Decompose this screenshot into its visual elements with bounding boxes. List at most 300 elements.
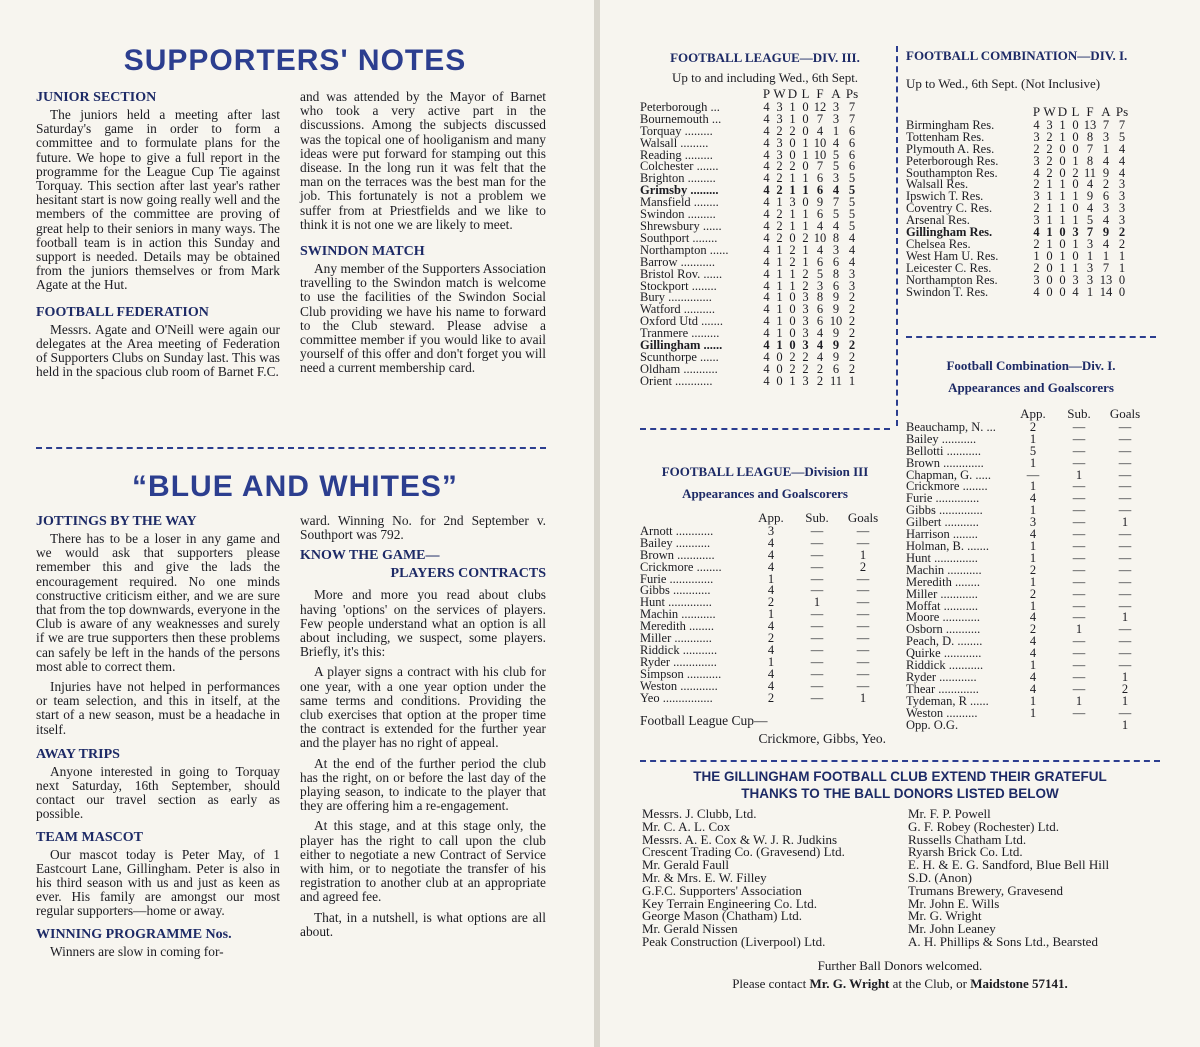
swindon-text: Any member of the Supporters Association travelling to the Swindon match is welcome to use the facilities of the Swindon Social Club providing we have his name to forward to the Club steward. Please advise a committee member if you would like to avail yourself of this offer and don't forget you will need a current membership card. <box>300 261 546 376</box>
league-cell: 6 <box>816 314 824 329</box>
league-cell: 0 <box>776 361 783 376</box>
comb-apps-cell: — <box>1072 646 1086 661</box>
league-cell: 2 <box>776 207 783 222</box>
comb-apps-player-name: Gilbert ........... <box>906 515 979 530</box>
comb-apps-player-name: Holman, B. ....... <box>906 538 989 553</box>
comb-row <box>906 287 1130 299</box>
comb-apps-cell: 1 <box>1075 622 1083 637</box>
comb-apps-player-name: Furie .............. <box>906 491 980 506</box>
league-cell: 1 <box>776 302 783 317</box>
combination-table-block <box>906 48 1158 299</box>
comb-apps-cell: — <box>1118 598 1132 613</box>
comb-apps-cell: — <box>1072 443 1086 458</box>
league-cell: 4 <box>763 99 770 114</box>
league-apps-cell: — <box>810 690 824 705</box>
away-text: Anyone interested in going to Torquay next Saturday, 16th September, should contact our travel section as early as possible. <box>36 763 280 822</box>
league-cell: 3 <box>776 147 783 162</box>
donor-name: S.D. (Anon) <box>908 869 972 885</box>
donors-divider <box>640 760 1160 762</box>
cup-scorers: Crickmore, Gibbs, Yeo. <box>758 730 886 746</box>
comb-apps-cell: — <box>1072 527 1086 542</box>
donor-name: Mr. John E. Wills <box>908 895 1000 911</box>
league-team-name: Gillingham ...... <box>640 338 723 353</box>
league-apps-player-name: Yeo ................ <box>640 690 713 705</box>
league-table-title: FOOTBALL LEAGUE—DIV. III. <box>670 50 860 65</box>
notes-column-1 <box>36 90 280 385</box>
section-divider <box>36 447 546 449</box>
comb-apps-cell: — <box>1072 479 1086 494</box>
league-cell: 1 <box>789 373 796 388</box>
league-cell: 1 <box>802 218 809 233</box>
league-cell: 4 <box>763 278 770 293</box>
cup-label: Football League Cup— <box>640 712 768 728</box>
league-cell: 4 <box>763 338 770 353</box>
comb-cell: 1 <box>1072 189 1079 204</box>
comb-apps-block <box>906 358 1156 731</box>
comb-cell: 0 <box>1118 272 1126 287</box>
comb-cell: 4 <box>1033 165 1040 180</box>
comb-header-ps: Ps <box>1115 104 1129 119</box>
league-cell: 4 <box>763 361 770 376</box>
comb-apps-cell: 1 <box>1029 693 1037 708</box>
league-cell: 1 <box>802 254 809 269</box>
league-cell: 3 <box>832 242 840 257</box>
junior-heading: JUNIOR SECTION <box>36 90 157 105</box>
league-cell: 2 <box>776 230 783 245</box>
league-cell: 2 <box>802 349 809 364</box>
league-cell: 0 <box>802 111 809 126</box>
comb-cell: 2 <box>1033 236 1040 251</box>
league-cell: 4 <box>848 230 856 245</box>
league-apps-player-name: Riddick ........... <box>640 642 718 657</box>
comb-cell: 2 <box>1046 129 1053 144</box>
league-cell: 3 <box>816 278 824 293</box>
comb-header-f: F <box>1086 104 1094 119</box>
comb-cell: 1 <box>1086 248 1094 263</box>
comb-cell: 0 <box>1046 260 1053 275</box>
league-row <box>640 376 860 388</box>
comb-team-name: Gillingham Res. <box>906 225 993 240</box>
comb-cell: 4 <box>1118 165 1126 180</box>
comb-apps-player-name: Machin ........... <box>906 562 982 577</box>
league-team-name: Walsall ......... <box>640 135 709 150</box>
federation-text: Messrs. Agate and O'Neill were again our delegates at the Area meeting of Federation of Supporters Clubs on Sunday last. This was held in the spacious club room of Barnet F.C. <box>36 321 280 380</box>
league-cell: 12 <box>813 99 827 114</box>
comb-apps-cell: 1 <box>1121 693 1129 708</box>
league-apps-cell: — <box>810 666 824 681</box>
league-header-a: A <box>831 86 841 101</box>
league-cell: 4 <box>763 123 770 138</box>
comb-apps-player-name: Tydeman, R ...... <box>906 693 989 708</box>
comb-apps-player-name: Beauchamp, N. ... <box>906 419 996 434</box>
league-team-name: Orient ............ <box>640 373 713 388</box>
league-team-name: Northampton ...... <box>640 242 729 257</box>
donor-name: Peak Construction (Liverpool) Ltd. <box>642 933 826 949</box>
league-cell: 9 <box>832 338 840 353</box>
comb-header-d: D <box>1057 104 1068 119</box>
league-cell: 10 <box>813 230 827 245</box>
league-team-name: Stockport ........ <box>640 278 717 293</box>
league-cell: 5 <box>848 207 856 222</box>
comb-apps-player-name: Miller ............ <box>906 586 978 601</box>
donor-name: Trumans Brewery, Gravesend <box>908 882 1064 898</box>
comb-apps-title: Football Combination—Div. I. <box>946 358 1116 373</box>
combination-divider <box>906 336 1156 338</box>
league-cell: 4 <box>816 338 824 353</box>
comb-apps-cell: — <box>1118 574 1132 589</box>
league-cell: 2 <box>816 361 824 376</box>
comb-cell: 3 <box>1033 129 1040 144</box>
comb-apps-row <box>906 720 1148 732</box>
league-cell: 7 <box>848 111 856 126</box>
comb-apps-header-app: App. <box>1020 406 1046 421</box>
league-cell: 5 <box>832 207 840 222</box>
comb-apps-cell: 4 <box>1029 527 1037 542</box>
donors-footer-1: Further Ball Donors welcomed. <box>817 958 983 973</box>
donor-name: Russells Chatham Ltd. <box>908 831 1027 847</box>
comb-cell: 2 <box>1033 260 1040 275</box>
comb-apps-player-name: Bailey ........... <box>906 431 977 446</box>
comb-cell: 1 <box>1059 201 1066 216</box>
comb-apps-cell: 3 <box>1029 515 1037 530</box>
comb-cell: 0 <box>1059 165 1066 180</box>
league-cell: 1 <box>789 99 796 114</box>
league-apps-cell: — <box>856 642 870 657</box>
league-cell: 6 <box>816 183 824 198</box>
league-apps-player-name: Gibbs ............ <box>640 583 711 598</box>
comb-apps-cell: 4 <box>1029 634 1037 649</box>
league-cell: 9 <box>832 326 840 341</box>
league-divider <box>640 428 890 430</box>
comb-apps-cell: 1 <box>1121 610 1129 625</box>
league-apps-cell: 1 <box>767 654 775 669</box>
league-apps-block <box>640 464 890 747</box>
comb-apps-header-goals: Goals <box>1109 406 1141 421</box>
donor-name: G.F.C. Supporters' Association <box>642 882 802 898</box>
league-apps-cell: 4 <box>767 642 775 657</box>
comb-apps-player-name: Meredith ........ <box>906 574 980 589</box>
comb-cell: 0 <box>1059 284 1066 299</box>
comb-cell: 4 <box>1033 225 1040 240</box>
league-apps-cell: 4 <box>767 619 775 634</box>
league-apps-cell: — <box>856 523 870 538</box>
comb-apps-cell: 2 <box>1029 419 1037 434</box>
comb-apps-player-name: Opp. O.G. <box>906 717 959 732</box>
league-cell: 0 <box>789 135 796 150</box>
donor-name: Ryarsh Brick Co. Ltd. <box>908 844 1023 860</box>
comb-apps-cell: 1 <box>1029 538 1037 553</box>
comb-cell: 2 <box>1033 141 1040 156</box>
comb-apps-cell: — <box>1072 550 1086 565</box>
league-cell: 0 <box>802 123 809 138</box>
comb-apps-player-name: Osborn ........... <box>906 622 981 637</box>
league-apps-player-name: Furie .............. <box>640 571 714 586</box>
comb-apps-cell: — <box>1118 586 1132 601</box>
combination-table-subtitle: Up to Wed., 6th Sept. (Not Inclusive) <box>906 76 1101 91</box>
league-cell: 2 <box>848 326 856 341</box>
comb-apps-cell: — <box>1118 705 1132 720</box>
league-cell: 0 <box>802 99 809 114</box>
league-cell: 1 <box>789 207 796 222</box>
comb-apps-cell: 4 <box>1029 610 1037 625</box>
league-apps-title: FOOTBALL LEAGUE—Division III <box>661 464 869 479</box>
league-cell: 3 <box>802 326 809 341</box>
comb-cell: 4 <box>1033 117 1040 132</box>
comb-cell: 4 <box>1033 284 1040 299</box>
league-cell: 3 <box>776 111 783 126</box>
comb-apps-subtitle: Appearances and Goalscorers <box>948 380 1114 395</box>
league-cell: 2 <box>802 361 809 376</box>
league-cell: 10 <box>829 314 843 329</box>
comb-cell: 3 <box>1033 272 1040 287</box>
comb-cell: 1 <box>1033 248 1040 263</box>
comb-apps-cell: — <box>1118 634 1132 649</box>
league-cell: 0 <box>789 147 796 162</box>
federation-continued: and was attended by the Mayor of Barnet who took a very active part in the discussions. Among the subjects discussed was the topical one of hooliganism and many ideas were put forward for stamping out this disease. In the long run it was felt that the man on the terraces was the best man for the job. This fortunately is not a problem we suffer from at Priestfields and we like to think it is not one we are likely to meet. <box>300 89 546 232</box>
comb-cell: 7 <box>1118 117 1126 132</box>
league-apps-header-goals: Goals <box>847 510 879 525</box>
league-cell: 0 <box>776 373 783 388</box>
comb-cell: 0 <box>1046 272 1053 287</box>
league-cell: 5 <box>816 266 824 281</box>
league-apps-player-name: Bailey ........... <box>640 535 711 550</box>
comb-team-name: Walsall Res. <box>906 177 969 192</box>
comb-apps-cell: — <box>1072 658 1086 673</box>
comb-cell: 5 <box>1118 129 1126 144</box>
comb-cell: 4 <box>1118 153 1126 168</box>
comb-cell: 3 <box>1086 260 1094 275</box>
league-apps-cell: 1 <box>859 690 867 705</box>
comb-apps-cell: 1 <box>1075 693 1083 708</box>
comb-cell: 0 <box>1059 141 1066 156</box>
league-apps-cell: — <box>810 631 824 646</box>
comb-cell: 0 <box>1072 201 1079 216</box>
footer-pre: Please contact <box>732 976 810 991</box>
comb-apps-player-name: Bellotti ........... <box>906 443 981 458</box>
comb-apps-cell: — <box>1118 562 1132 577</box>
comb-apps-cell: — <box>1118 538 1132 553</box>
league-cell: 1 <box>776 195 783 210</box>
league-cell: 5 <box>832 147 840 162</box>
league-apps-cell: — <box>856 654 870 669</box>
comb-apps-cell: 1 <box>1029 479 1037 494</box>
donor-name: Messrs. A. E. Cox & W. J. R. Judkins <box>642 831 838 847</box>
blues-column-1 <box>36 514 280 965</box>
comb-apps-cell: — <box>1118 658 1132 673</box>
comb-apps-cell: — <box>1072 681 1086 696</box>
league-cell: 2 <box>789 159 796 174</box>
comb-cell: 2 <box>1046 141 1053 156</box>
comb-cell: 0 <box>1072 129 1079 144</box>
comb-team-name: Swindon T. Res. <box>906 284 989 299</box>
league-cell: 7 <box>832 195 840 210</box>
league-cell: 3 <box>802 338 809 353</box>
league-cell: 3 <box>789 195 796 210</box>
comb-cell: 3 <box>1118 177 1126 192</box>
comb-apps-cell: — <box>1072 491 1086 506</box>
comb-cell: 0 <box>1046 284 1053 299</box>
comb-cell: 2 <box>1046 165 1053 180</box>
blues-column-2 <box>300 514 546 945</box>
league-team-name: Oxford Utd ....... <box>640 314 723 329</box>
league-team-name: Watford .......... <box>640 302 716 317</box>
comb-team-name: Chelsea Res. <box>906 236 971 251</box>
league-cell: 3 <box>832 171 840 186</box>
comb-apps-cell: 2 <box>1029 562 1037 577</box>
league-team-name: Southport ........ <box>640 230 718 245</box>
comb-cell: 5 <box>1086 213 1094 228</box>
comb-cell: 7 <box>1086 141 1094 156</box>
league-apps-player-name: Weston ............ <box>640 678 718 693</box>
comb-apps-header-sub: Sub. <box>1067 406 1091 421</box>
comb-team-name: Peterborough Res. <box>906 153 999 168</box>
junior-text: The juniors held a meeting after last Saturday's game in order to form a committee and to formulate plans for the future. We hope to give a full report in the programme for the League Cup Tie against Torquay. This section after last year's rather hesitant start is now going really well and the members of the committee are proving of great help to their seniors in many ways. The football team is in action this Sunday and support is needed. Details may be obtained from the juniors themselves or from Mark Agate at the Hut. <box>36 107 280 293</box>
league-cell: 2 <box>789 254 796 269</box>
comb-cell: 1 <box>1102 141 1110 156</box>
league-cell: 4 <box>763 349 770 364</box>
comb-cell: 1 <box>1059 189 1066 204</box>
comb-cell: 3 <box>1033 153 1040 168</box>
comb-cell: 1 <box>1072 236 1079 251</box>
comb-cell: 11 <box>1083 165 1097 180</box>
league-cell: 3 <box>848 266 856 281</box>
comb-cell: 4 <box>1072 284 1079 299</box>
comb-team-name: West Ham U. Res. <box>906 248 999 263</box>
league-cell: 6 <box>832 278 840 293</box>
comb-apps-cell: 1 <box>1029 503 1037 518</box>
donor-name: Mr. Gerald Nissen <box>642 921 738 937</box>
comb-apps-cell: — <box>1072 419 1086 434</box>
league-cell: 1 <box>848 373 856 388</box>
league-cell: 3 <box>802 314 809 329</box>
comb-apps-cell: — <box>1072 598 1086 613</box>
comb-cell: 4 <box>1086 201 1094 216</box>
donor-name: Mr. G. Wright <box>908 908 982 924</box>
comb-apps-cell <box>1010 720 1056 732</box>
comb-apps-cell: 1 <box>1075 467 1083 482</box>
league-apps-cell: — <box>810 547 824 562</box>
league-apps-cell: — <box>856 666 870 681</box>
comb-cell: 2 <box>1033 201 1040 216</box>
comb-cell: 8 <box>1086 129 1094 144</box>
league-team-name: Tranmere ......... <box>640 326 720 341</box>
comb-apps-player-name: Crickmore ........ <box>906 479 988 494</box>
league-cell: 4 <box>763 171 770 186</box>
league-cell: 4 <box>816 326 824 341</box>
comb-cell: 0 <box>1118 284 1126 299</box>
league-cell: 0 <box>802 159 809 174</box>
comb-cell: 1 <box>1118 260 1126 275</box>
league-team-name: Swindon ......... <box>640 207 716 222</box>
league-header-w: W <box>773 86 786 101</box>
league-apps-player-name: Machin ........... <box>640 607 716 622</box>
league-apps-cell: 4 <box>767 666 775 681</box>
comb-apps-cell: 1 <box>1029 705 1037 720</box>
league-apps-cell: 2 <box>767 595 775 610</box>
comb-cell: 3 <box>1102 129 1110 144</box>
league-cell: 4 <box>763 290 770 305</box>
league-apps-header-sub: Sub. <box>805 510 829 525</box>
comb-team-name: Leicester C. Res. <box>906 260 992 275</box>
league-cell: 1 <box>789 183 796 198</box>
league-cell: 1 <box>802 183 809 198</box>
league-apps-cell: — <box>810 642 824 657</box>
comb-apps-cell: 4 <box>1029 491 1037 506</box>
comb-cell: 2 <box>1046 153 1053 168</box>
right-page <box>600 0 1200 1047</box>
league-team-name: Grimsby ......... <box>640 183 719 198</box>
donors-title-2: THANKS TO THE BALL DONORS LISTED BELOW <box>741 786 1059 801</box>
league-cell: 2 <box>816 373 824 388</box>
league-table-block <box>640 50 890 388</box>
comb-header-w: W <box>1043 104 1056 119</box>
comb-apps-cell: 4 <box>1029 681 1037 696</box>
footer-phone: Maidstone 57141. <box>970 976 1068 991</box>
comb-cell: 7 <box>1086 225 1094 240</box>
league-cell: 4 <box>763 314 770 329</box>
league-cell: 9 <box>832 302 840 317</box>
away-heading: AWAY TRIPS <box>36 746 120 762</box>
league-cell: 1 <box>802 135 809 150</box>
league-header-p: P <box>762 86 771 101</box>
league-apps-cell: 4 <box>767 583 775 598</box>
league-apps-cell: — <box>810 678 824 693</box>
comb-apps-player-name: Riddick ........... <box>906 658 984 673</box>
league-cell: 4 <box>763 242 770 257</box>
league-cell: 9 <box>816 195 824 210</box>
know-p5: That, in a nutshell, is what options are all about. <box>300 909 546 939</box>
league-table-subtitle: Up to and including Wed., 6th Sept. <box>671 70 859 85</box>
league-cell: 4 <box>848 242 856 257</box>
comb-cell: 1 <box>1046 225 1053 240</box>
league-cell: 2 <box>802 230 809 245</box>
comb-cell: 2 <box>1118 225 1126 240</box>
league-cell: 10 <box>813 135 827 150</box>
comb-cell: 7 <box>1102 260 1110 275</box>
league-apps-cell: — <box>856 535 870 550</box>
league-cell: 2 <box>776 159 783 174</box>
league-cell: 2 <box>848 314 856 329</box>
league-apps-table <box>640 512 886 705</box>
league-cell: 1 <box>776 290 783 305</box>
league-cell: 3 <box>832 99 840 114</box>
league-cell: 8 <box>832 230 840 245</box>
comb-apps-cell: 1 <box>1029 574 1037 589</box>
mascot-heading: TEAM MASCOT <box>36 829 143 845</box>
comb-apps-cell: — <box>1118 419 1132 434</box>
comb-cell: 0 <box>1059 236 1066 251</box>
league-cell: 5 <box>848 171 856 186</box>
donor-name: A. H. Phillips & Sons Ltd., Bearsted <box>908 933 1098 949</box>
comb-cell: 4 <box>1102 236 1110 251</box>
league-cell: 3 <box>802 290 809 305</box>
donors-left-list <box>642 808 902 949</box>
winning-continued: ward. Winning No. for 2nd September v. Southport was 792. <box>300 513 546 543</box>
league-team-name: Mansfield ........ <box>640 195 719 210</box>
league-cell: 2 <box>848 361 856 376</box>
comb-cell: 1 <box>1072 153 1079 168</box>
blue-and-whites-title: “BLUE AND WHITES” <box>132 470 458 503</box>
league-apps-player-name: Simpson ........... <box>640 666 722 681</box>
league-cell: 6 <box>816 207 824 222</box>
league-cell: 9 <box>832 349 840 364</box>
league-cell: 0 <box>789 290 796 305</box>
comb-apps-cell: — <box>1072 586 1086 601</box>
comb-cell: 9 <box>1102 225 1110 240</box>
league-team-name: Oldham ........... <box>640 361 718 376</box>
comb-apps-cell: — <box>1072 574 1086 589</box>
comb-cell: 1 <box>1072 260 1079 275</box>
